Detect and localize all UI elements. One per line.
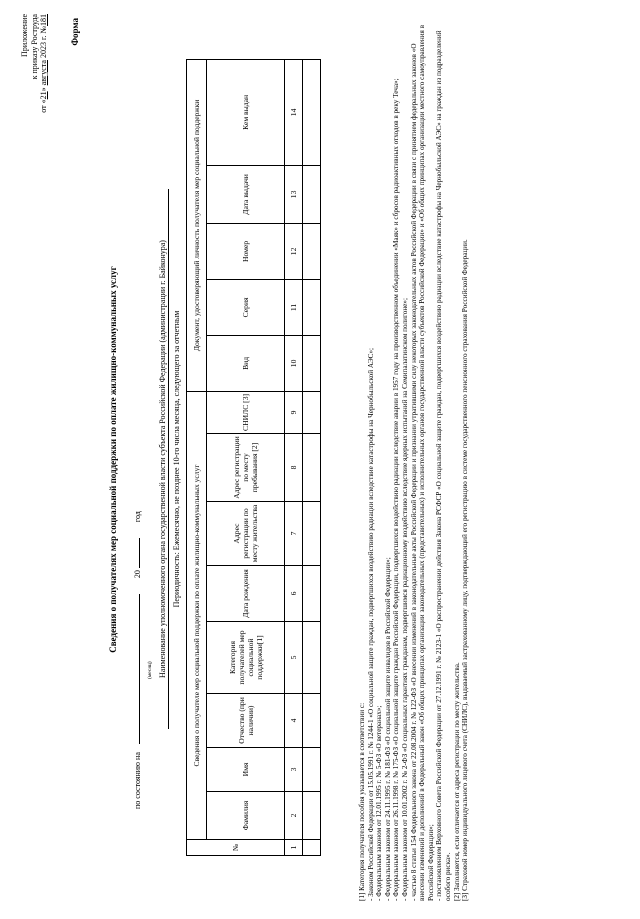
- column-number: 1: [285, 840, 303, 856]
- footnote: [2] Заполняется, если отличается от адреса регистрации по месту жительства.: [452, 662, 461, 901]
- column-number: 4: [285, 694, 303, 748]
- org-line: Наименование уполномоченного органа государственной власти субъекта Российской Федерации (администрации г. Байконура): [158, 240, 167, 678]
- col-header: Серия: [207, 279, 285, 335]
- appendix-label: Приложение: [20, 14, 29, 57]
- col-header: Кем выдан: [207, 59, 285, 165]
- column-number: 3: [285, 748, 303, 792]
- footnote: - частью 8 статьи 154 Федерального закона от 22.08.2004 г. № 122-ФЗ «О внесении изменений в законодательные акты Российской Федерации и признании утратившими силу некоторых законодательных актов Российской Федерации в связи с принятием федеральных законов «О внесении изменений и дополнений в Федеральный закон «Об общих принципах организации законодательных (представительных) и исполнительных органов государственной власти субъектов Российской Федерации» и «Об общих принципах организации местного самоуправления в Российской Федерации»;: [409, 24, 435, 901]
- column-number: 11: [285, 279, 303, 335]
- column-number: 13: [285, 165, 303, 223]
- column-number: 12: [285, 223, 303, 279]
- column-number: 2: [285, 792, 303, 840]
- col-header: Дата выдачи: [207, 165, 285, 223]
- column-number: 14: [285, 59, 303, 165]
- appendix-order: к приказу Роструда: [29, 14, 39, 80]
- footnote: - постановлением Верховного Совета Российской Федерации от 27.12.1991 г. № 2123-1 «О распространении действия Закона РСФСР «О социальной защите граждан, подвергшихся воздействию радиации вследствие катастрофы на Чернобыльской АЭС» на граждан из подразделений особого риска».: [435, 30, 452, 901]
- year-blank: [139, 538, 140, 568]
- col-header: Категория получателей мер социальной поддержки[1]: [207, 622, 285, 694]
- appendix-date: от «21» августа 2023 г. №181: [39, 14, 48, 113]
- col-num-header: №: [187, 840, 285, 856]
- column-number: 10: [285, 335, 303, 391]
- footnote: - Федеральным законом от 10.01.2002 г. № 2-ФЗ «О социальных гарантиях гражданам, подвергшимся радиационному воздействию вследствие ядерных испытаний на Семипалатинском полигоне»;: [400, 298, 409, 901]
- page-title: Сведения о получателях мер социальной поддержки по оплате жилищно-коммунальных услуг: [108, 266, 118, 653]
- month-blank: [139, 594, 140, 744]
- recipients-table: [186, 59, 321, 856]
- footnote: - Федеральным законом от 12.01.1995 г. № 5-ФЗ «О ветеранах»;: [375, 705, 384, 901]
- as-of-line: по состоянию на 20 год: [133, 511, 142, 809]
- footnote: - Федеральным законом от 26.11.1998 г. № 175-ФЗ «О социальной защите граждан Российской Федерации, подвергшихся воздействию радиации вследствие аварии в 1957 году на производственном объединении «Маяк» и сбросов радиоактивных отходов в реку Теча»;: [392, 78, 401, 901]
- col-header: Имя: [207, 748, 285, 792]
- col-header: Адрес регистрации по месту жительства: [207, 502, 285, 566]
- column-number: 9: [285, 391, 303, 433]
- column-number: 7: [285, 502, 303, 566]
- column-number: 8: [285, 434, 303, 502]
- empty-data-row: [303, 59, 321, 855]
- footnote: - Законом Российской Федерации от 15.05.1991 г. № 1244-1 «О социальной защите граждан, подвергшихся воздействию радиации вследствие катастрофы на Чернобыльской АЭС»;: [366, 347, 375, 901]
- col-header: Дата рождения: [207, 566, 285, 622]
- column-number: 5: [285, 622, 303, 694]
- periodicity: Периодичность: Ежемесячно, не позднее 10-го числа месяца, следующего за отчетным: [172, 310, 181, 608]
- recipient-group-header: Сведения о получателе мер социальной поддержки по оплате жилищно-коммунальных услуг: [187, 391, 207, 839]
- col-header: Отчество (при наличии): [207, 694, 285, 748]
- document-group-header: Документ, удостоверяющий личность получателя мер социальной поддержки: [187, 59, 207, 391]
- numbering-row: [285, 59, 303, 855]
- appendix-block: [20, 14, 49, 254]
- footnote: [1] Категория получателя пособия указывается в соответствии с:: [358, 702, 366, 901]
- col-header: Фамилия: [207, 792, 285, 840]
- as-of-prefix: по состоянию на: [133, 752, 142, 809]
- org-underline: [168, 189, 169, 729]
- footnote: [3] Страховой номер индивидуального лицевого счета (СНИЛС), выдаваемый застрахованному лицу, подтверждающий его регистрацию в системе государственного пенсионного страхования Российской Федерации.: [461, 239, 470, 901]
- column-number: 6: [285, 566, 303, 622]
- month-caption: (месяц): [147, 661, 153, 679]
- form-label: Форма: [70, 18, 80, 46]
- footnote: - Федеральным законом от 24.11.1995 г. № 181-ФЗ «О социальной защите инвалидов в Российской Федерации»;: [383, 557, 392, 901]
- footnotes: [358, 21, 470, 901]
- col-header: Вид: [207, 335, 285, 391]
- col-header: Адрес регистрации по месту пребывания [2]: [207, 434, 285, 502]
- col-header: Номер: [207, 223, 285, 279]
- col-header: СНИЛС [3]: [207, 391, 285, 433]
